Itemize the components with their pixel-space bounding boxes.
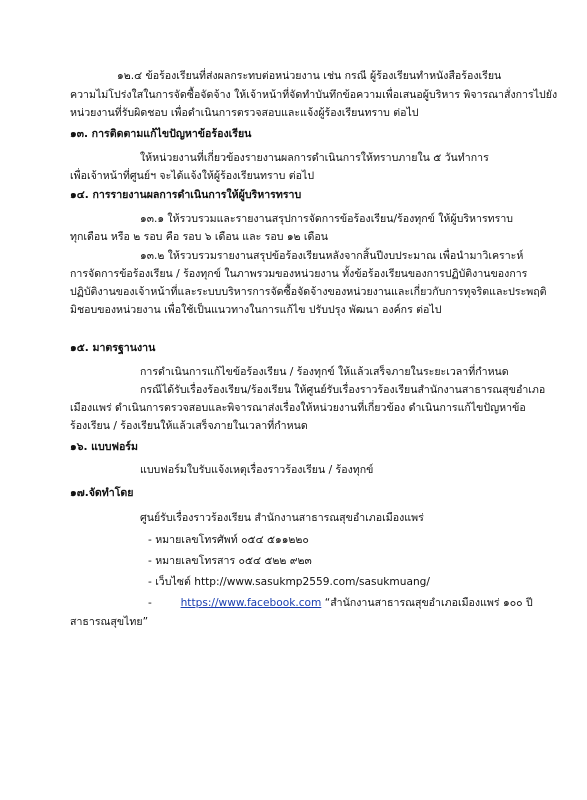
sec-15-line-1: การดำเนินการแก้ไขข้อร้องเรียน / ร้องทุกข์ ให้แล้วเสร็จภายในระยะเวลาที่กำหนด [140,366,509,378]
sec-15-line-3: เมืองแพร่ ดำเนินการตรวจสอบและพิจารณาส่งเรื่องให้หน่วยงานที่เกี่ยวข้อง ดำเนินการแก้ไขปัญหาข้อ [70,402,526,414]
sec-12-4-line-3: หน่วยงานที่รับผิดชอบ เพื่อดำเนินการตรวจสอบและแจ้งผู้ร้องเรียนทราบ ต่อไป [70,107,419,119]
sec-17-heading: ๑๗.จัดทำโดย [70,487,134,499]
sec-14-item-2-line-1: ๑๓.๒ ให้รวบรวมรายงานสรุปข้อร้องเรียนหลังจากสิ้นปีงบประมาณ เพื่อนำมาวิเคราะห์ [140,250,524,262]
sec-14-item-1-line-2: ทุกเดือน หรือ ๒ รอบ คือ รอบ ๖ เดือน และ รอบ ๑๒ เดือน [70,231,328,243]
sec-14-item-2-line-4: มิชอบของหน่วยงาน เพื่อใช้เป็นแนวทางในการแก้ไข ปรับปรุง พัฒนา องค์กร ต่อไป [70,304,442,316]
sec-17-facebook-dash: - [148,597,152,609]
sec-12-4-line-2: ความไม่โปร่งใสในการจัดซื้อจัดจ้าง ให้เจ้าหน้าที่จัดทำบันทึกข้อความเพื่อเสนอผู้บริหาร พิจารณาสั่งการไปยัง [70,89,558,101]
sec-13-heading: ๑๓. การติดตามแก้ไขปัญหาข้อร้องเรียน [70,128,252,140]
sec-17-fax: - หมายเลขโทรสาร ๐๕๔ ๕๒๒ ๙๒๓ [148,555,312,567]
sec-17-facebook-label: “สำนักงานสาธารณสุขอำเภอเมืองแพร่ ๑๐๐ ปี [324,597,533,609]
sec-15-heading: ๑๕. มาตรฐานงาน [70,342,156,354]
facebook-link[interactable]: https://www.facebook.com [180,597,322,609]
sec-17-facebook-line [148,596,533,610]
sec-12-4-line-1: ๑๒.๔ ข้อร้องเรียนที่ส่งผลกระทบต่อหน่วยงาน เช่น กรณี ผู้ร้องเรียนทำหนังสือร้องเรียน [117,70,502,82]
sec-15-line-4: ร้องเรียน / ร้องเรียนให้แล้วเสร็จภายในเวลาที่กำหนด [70,420,308,432]
sec-17-website: - เว็บไซต์ http://www.sasukmp2559.com/sasukmuang/ [148,576,430,588]
sec-16-line-1: แบบฟอร์มใบรับแจ้งเหตุเรื่องราวร้องเรียน / ร้องทุกข์ [140,464,374,476]
sec-13-line-1: ให้หน่วยงานที่เกี่ยวข้องรายงานผลการดำเนินการให้ทราบภายใน ๕ วันทำการ [140,152,489,164]
sec-14-item-1-line-1: ๑๓.๑ ให้รวบรวมและรายงานสรุปการจัดการข้อร้องเรียน/ร้องทุกข์ ให้ผู้บริหารทราบ [140,213,513,225]
sec-13-line-2: เพื่อเจ้าหน้าที่ศูนย์ฯ จะได้แจ้งให้ผู้ร้องเรียนทราบ ต่อไป [70,170,315,182]
sec-14-item-2-line-2: การจัดการข้อร้องเรียน / ร้องทุกข์ ในภาพรวมของหน่วยงาน ทั้งข้อร้องเรียนของการปฏิบัติงานของการ [70,268,528,280]
sec-17-facebook-line-2: สาธารณสุขไทย” [70,616,149,628]
sec-16-heading: ๑๖. แบบฟอร์ม [70,441,138,453]
sec-17-organization: ศูนย์รับเรื่องราวร้องเรียน สำนักงานสาธารณสุขอำเภอเมืองแพร่ [140,512,424,524]
sec-17-phone: - หมายเลขโทรศัพท์ ๐๕๔ ๕๑๑๒๒๐ [148,534,309,546]
sec-15-line-2: กรณีได้รับเรื่องร้องเรียน/ร้องเรียน ให้ศูนย์รับเรื่องราวร้องเรียนสำนักงานสาธารณสุขอำเภอ [140,384,546,396]
sec-14-heading: ๑๔. การรายงานผลการดำเนินการให้ผู้บริหารทราบ [70,189,302,201]
sec-14-item-2-line-3: ปฏิบัติงานของเจ้าหน้าที่และระบบบริหารการจัดซื้อจัดจ้างของหน่วยงานและเกี่ยวกับการทุจริตและประพฤติ [70,286,547,298]
